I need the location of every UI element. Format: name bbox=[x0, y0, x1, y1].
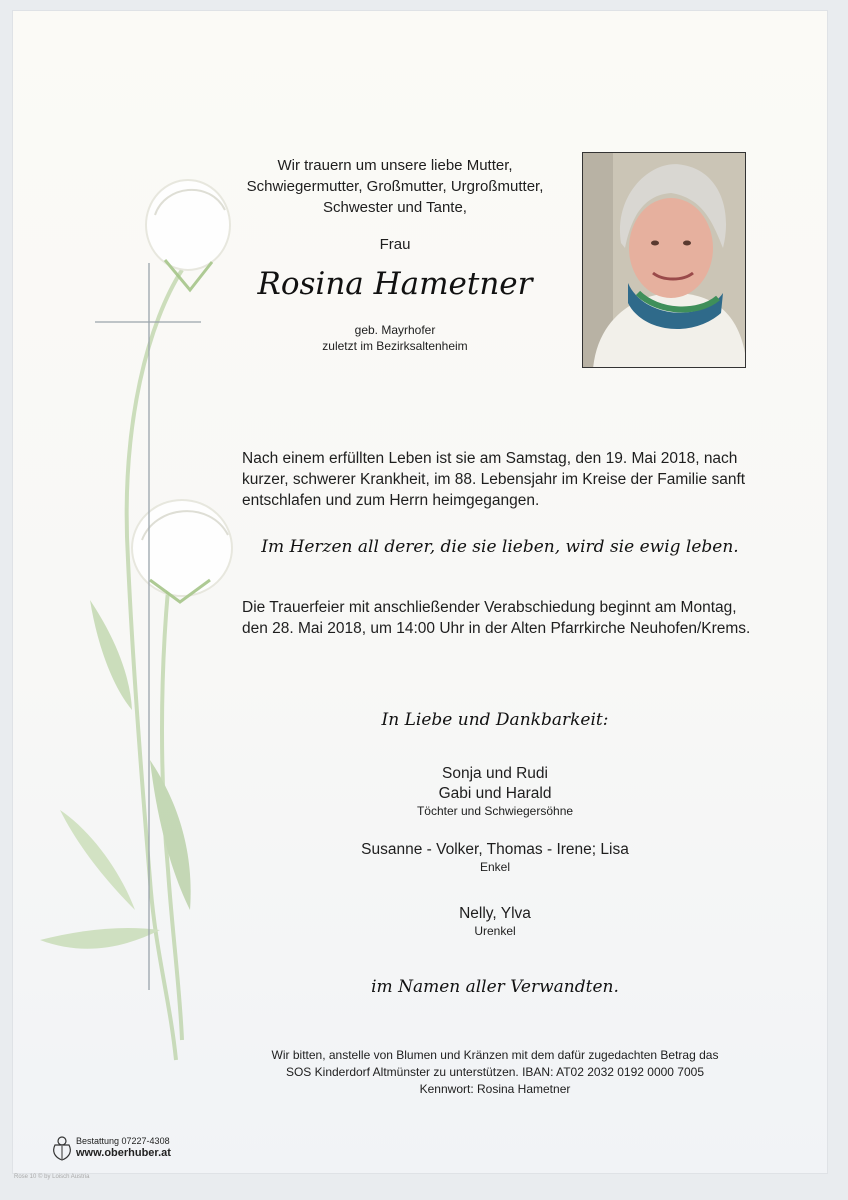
funeral-line: Die Trauerfeier mit anschließender Verabschiedung beginnt am Montag, bbox=[242, 599, 737, 616]
upper-rose bbox=[146, 180, 230, 290]
family-group-great-grandchildren bbox=[330, 904, 660, 939]
closing-heading: In Liebe und Dankbarkeit: bbox=[381, 710, 609, 730]
copyright-footer: Rose 10 © by Loisch Austria bbox=[14, 1174, 90, 1180]
family-names: Susanne - Volker, Thomas - Irene; Lisa bbox=[361, 841, 629, 858]
death-notice-line: kurzer, schwerer Krankheit, im 88. Lebensjahr im Kreise der Familie sanft bbox=[242, 471, 746, 488]
funeral-home-url: www.oberhuber.at bbox=[76, 1147, 171, 1159]
intro-line: Wir trauern um unsere liebe Mutter, bbox=[277, 157, 513, 174]
family-group-grandchildren bbox=[330, 840, 660, 875]
portrait-illustration bbox=[583, 153, 746, 368]
angel-icon bbox=[52, 1135, 72, 1161]
intro-text bbox=[230, 155, 560, 218]
last-residence: zuletzt im Bezirksaltenheim bbox=[322, 339, 468, 353]
salutation: Frau bbox=[379, 236, 411, 253]
family-relation: Urenkel bbox=[474, 924, 516, 938]
family-names: Gabi und Harald bbox=[438, 785, 552, 802]
donation-request bbox=[230, 1047, 760, 1098]
intro-line: Schwiegermutter, Großmutter, Urgroßmutter, bbox=[246, 178, 544, 195]
funeral-info bbox=[242, 597, 762, 639]
closing-line: im Namen aller Verwandten. bbox=[371, 977, 619, 997]
deceased-name: Rosina Hametner bbox=[257, 266, 533, 302]
family-group-children bbox=[330, 764, 660, 819]
death-notice bbox=[242, 448, 762, 511]
donation-line: Kennwort: Rosina Hametner bbox=[419, 1082, 571, 1096]
donation-line: SOS Kinderdorf Altmünster zu unterstützen. IBAN: AT02 2032 0192 0000 7005 bbox=[285, 1065, 705, 1079]
birth-name: geb. Mayrhofer bbox=[354, 323, 436, 337]
family-relation: Enkel bbox=[479, 860, 511, 874]
funeral-line: den 28. Mai 2018, um 14:00 Uhr in der Alten Pfarrkirche Neuhofen/Krems. bbox=[242, 620, 751, 637]
lower-rose bbox=[132, 500, 232, 602]
family-names: Sonja und Rudi bbox=[442, 765, 548, 782]
portrait-photo bbox=[582, 152, 746, 368]
memorial-quote: Im Herzen all derer, die sie lieben, wird sie ewig leben. bbox=[261, 537, 739, 557]
donation-line: Wir bitten, anstelle von Blumen und Kränzen mit dem dafür zugedachten Betrag das bbox=[271, 1048, 719, 1062]
death-notice-line: Nach einem erfüllten Leben ist sie am Samstag, den 19. Mai 2018, nach bbox=[242, 450, 738, 467]
birth-info bbox=[230, 322, 560, 354]
death-notice-line: entschlafen und zum Herrn heimgegangen. bbox=[242, 492, 540, 509]
intro-line: Schwester und Tante, bbox=[323, 199, 467, 216]
family-relation: Töchter und Schwiegersöhne bbox=[416, 804, 574, 818]
funeral-home-phone: Bestattung 07227-4308 bbox=[76, 1136, 170, 1146]
family-names: Nelly, Ylva bbox=[459, 905, 531, 922]
funeral-home-logo bbox=[52, 1135, 202, 1165]
